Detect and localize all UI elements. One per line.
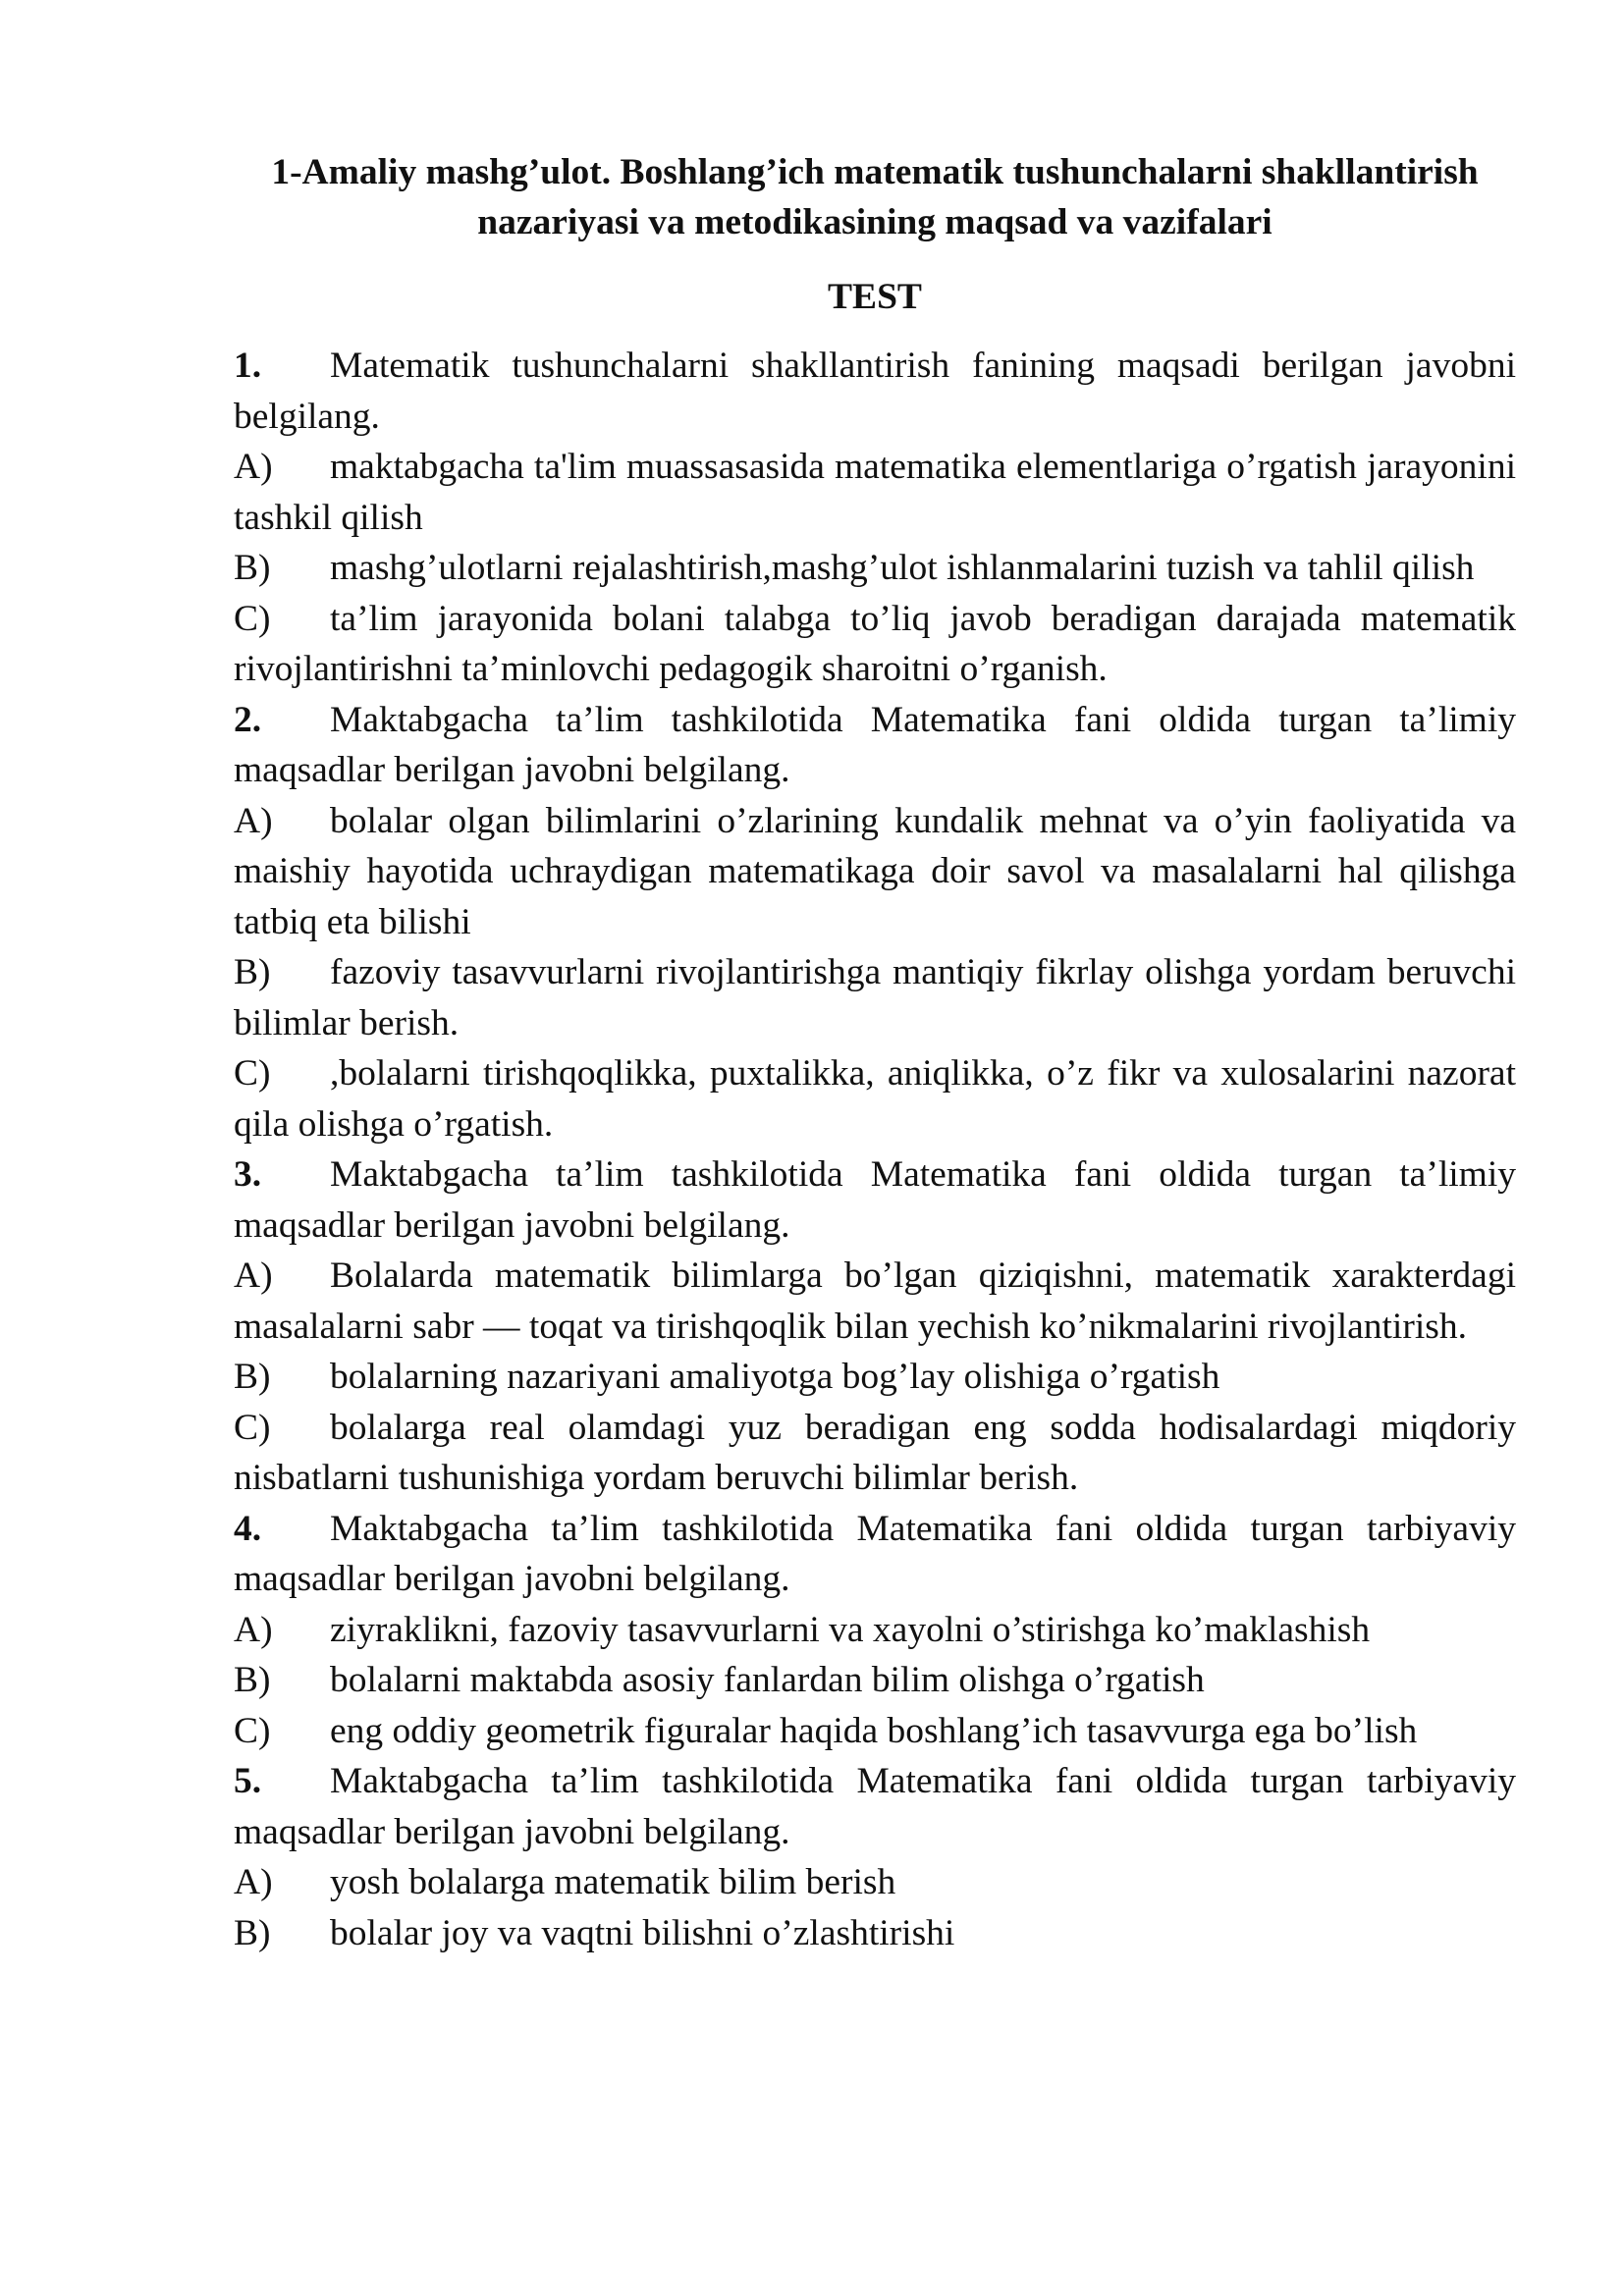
test-heading: TEST <box>828 277 922 317</box>
question-1-option-b <box>234 543 1516 594</box>
title-line-1: 1-Amaliy mashg’ulot. Boshlang’ich matematik tushunchalarni shakllantirish <box>271 152 1479 192</box>
question-number: 2. <box>234 699 262 740</box>
option-text: bolalar olgan bilimlarini o’zlarining kundalik mehnat va o’yin faoliyatida va maishiy hayotida uchraydigan matematikaga doir savol va masalalarni hal qilishga tatbiq eta bilishi <box>234 800 1516 942</box>
option-letter: B) <box>234 548 271 588</box>
question-1-option-a <box>234 442 1516 543</box>
question-3-option-a <box>234 1251 1516 1352</box>
question-number: 5. <box>234 1761 262 1801</box>
option-letter: B) <box>234 952 271 992</box>
option-text: Bolalarda matematik bilimlarga bo’lgan qiziqishni, matematik xarakterdagi masalalarni sabr — toqat va tirishqoqlik bilan yechish ko’nikmalarini rivojlantirish. <box>234 1255 1516 1347</box>
option-text: eng oddiy geometrik figuralar haqida boshlang’ich tasavvurga ega bo’lish <box>330 1710 1418 1751</box>
option-text: bolalarni maktabda asosiy fanlardan bilim olishga o’rgatish <box>330 1660 1205 1700</box>
option-letter: A) <box>234 447 273 487</box>
option-text: mashg’ulotlarni rejalashtirish,mashg’ulot ishlanmalarini tuzish va tahlil qilish <box>330 548 1475 588</box>
option-letter: B) <box>234 1912 271 1953</box>
question-3-option-c <box>234 1403 1516 1504</box>
question-text: Maktabgacha ta’lim tashkilotida Matematika fani oldida turgan ta’limiy maqsadlar berilgan javobni belgilang. <box>234 699 1516 790</box>
question-4 <box>234 1504 1516 1605</box>
option-letter: C) <box>234 1710 271 1751</box>
question-number: 1. <box>234 346 262 386</box>
option-letter: A) <box>234 1255 273 1296</box>
question-4-option-a <box>234 1605 1516 1656</box>
option-letter: B) <box>234 1660 271 1700</box>
option-text: ziyraklikni, fazoviy tasavvurlarni va xayolni o’stirishga ko’maklashish <box>330 1609 1371 1650</box>
question-3 <box>234 1149 1516 1251</box>
option-letter: C) <box>234 1053 271 1094</box>
option-letter: C) <box>234 598 271 639</box>
question-4-option-b <box>234 1655 1516 1706</box>
option-text: bolalarga real olamdagi yuz beradigan eng sodda hodisalardagi miqdoriy nisbatlarni tushunishiga yordam beruvchi bilimlar berish. <box>234 1407 1516 1498</box>
question-4-option-c <box>234 1706 1516 1757</box>
option-text: maktabgacha ta'lim muassasasida matematika elementlariga o’rgatish jarayonini tashkil qilish <box>234 447 1516 538</box>
question-text: Maktabgacha ta’lim tashkilotida Matematika fani oldida turgan tarbiyaviy maqsadlar berilgan javobni belgilang. <box>234 1761 1516 1852</box>
option-letter: A) <box>234 1609 273 1650</box>
option-text: fazoviy tasavvurlarni rivojlantirishga mantiqiy fikrlay olishga yordam beruvchi bilimlar berish. <box>234 952 1516 1043</box>
question-5 <box>234 1756 1516 1857</box>
question-2-option-c <box>234 1048 1516 1149</box>
question-number: 3. <box>234 1154 262 1195</box>
question-2-option-a <box>234 796 1516 948</box>
document-title <box>234 147 1516 247</box>
question-text: Maktabgacha ta’lim tashkilotida Matematika fani oldida turgan ta’limiy maqsadlar berilgan javobni belgilang. <box>234 1154 1516 1246</box>
option-letter: A) <box>234 800 273 841</box>
question-number: 4. <box>234 1508 262 1549</box>
option-text: ta’lim jarayonida bolani talabga to’liq javob beradigan darajada matematik rivojlantirishni ta’minlovchi pedagogik sharoitni o’rganish. <box>234 598 1516 689</box>
title-line-2: nazariyasi va metodikasining maqsad va vazifalari <box>477 202 1272 242</box>
question-5-option-b <box>234 1908 1516 1959</box>
document-page <box>234 147 1516 1958</box>
option-letter: C) <box>234 1407 271 1448</box>
question-3-option-b <box>234 1352 1516 1403</box>
option-text: bolalar joy va vaqtni bilishni o’zlashtirishi <box>330 1912 955 1953</box>
option-text: ,bolalarni tirishqoqlikka, puxtalikka, aniqlikka, o’z fikr va xulosalarini nazorat qila olishga o’rgatish. <box>234 1053 1516 1145</box>
option-letter: A) <box>234 1862 273 1902</box>
question-1-option-c <box>234 594 1516 695</box>
question-text: Maktabgacha ta’lim tashkilotida Matematika fani oldida turgan tarbiyaviy maqsadlar berilgan javobni belgilang. <box>234 1508 1516 1599</box>
question-5-option-a <box>234 1857 1516 1908</box>
option-text: bolalarning nazariyani amaliyotga bog’lay olishiga o’rgatish <box>330 1357 1220 1397</box>
question-text: Matematik tushunchalarni shakllantirish fanining maqsadi berilgan javobni belgilang. <box>234 346 1516 437</box>
option-letter: B) <box>234 1357 271 1397</box>
option-text: yosh bolalarga matematik bilim berish <box>330 1862 896 1902</box>
question-2 <box>234 695 1516 796</box>
question-1 <box>234 341 1516 442</box>
question-2-option-b <box>234 947 1516 1048</box>
